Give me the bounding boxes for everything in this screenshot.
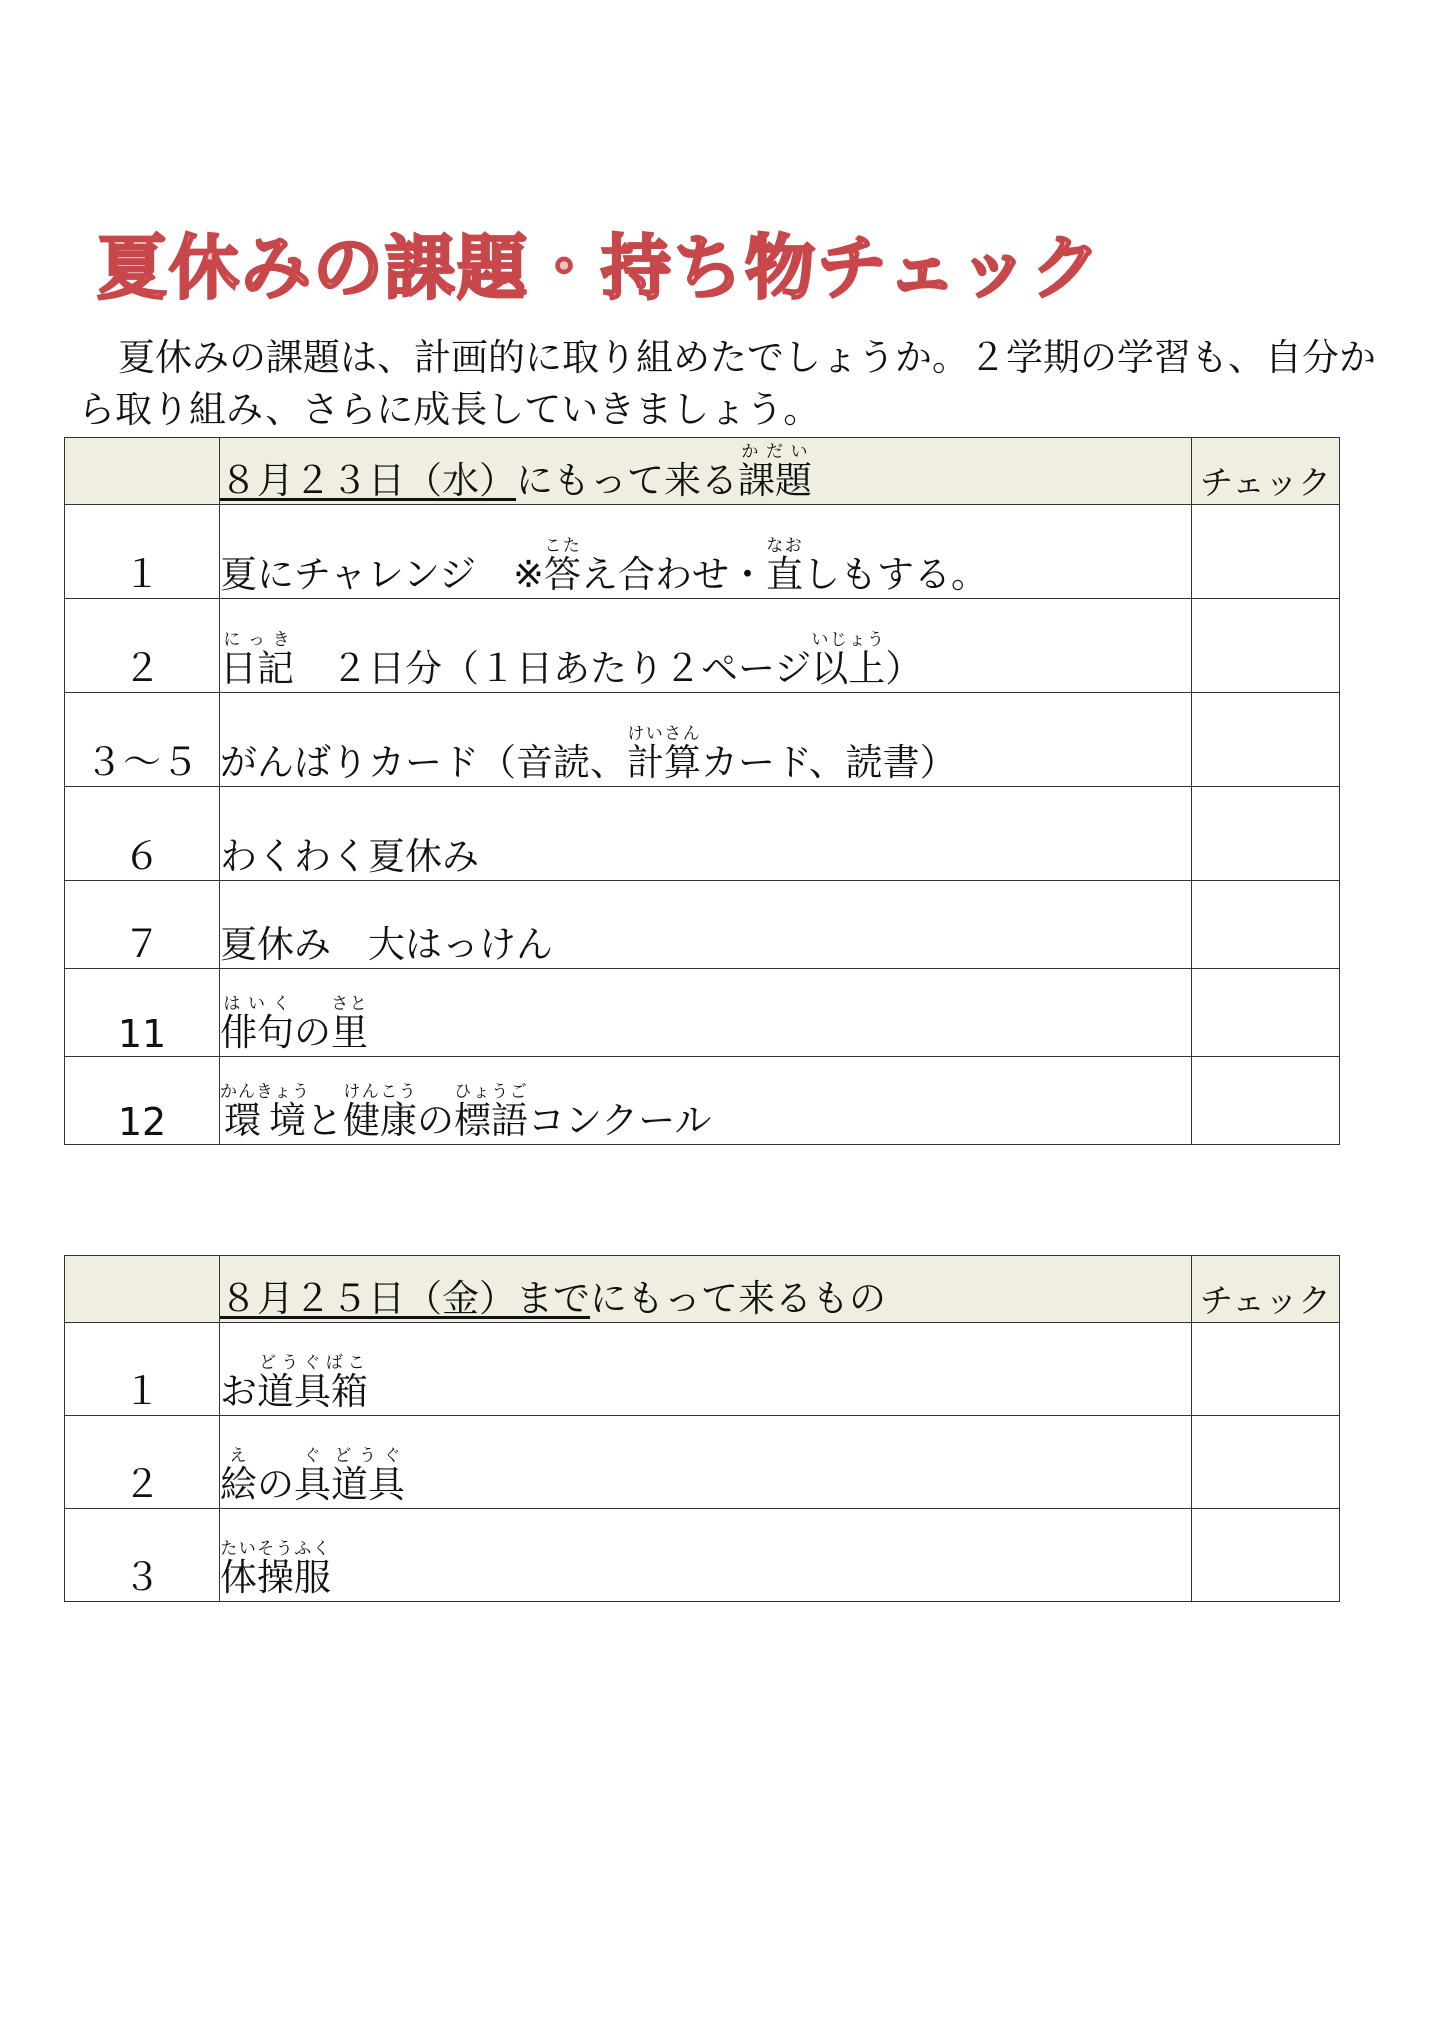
furigana-word: 体操服たいそうふく [220,1539,331,1599]
item-text: がんばりカード（音読、 [220,741,627,784]
furigana-word: 計算けいさん [627,724,701,784]
item-text: 夏にチャレンジ ※ [220,553,545,596]
item-text: え合わせ・ [581,553,767,596]
furigana-word: 具ぐ [294,1446,331,1506]
check-cell[interactable] [1192,1509,1340,1602]
furigana-word: 道具箱どうぐばこ [257,1353,368,1413]
table-row [65,693,1340,787]
check-cell[interactable] [1192,969,1340,1057]
item-text: カード、読書） [701,741,957,784]
header-rest-text: にもって来るもの [590,1277,886,1320]
item-description [220,969,1192,1057]
furigana-word: 健康けんこう [343,1082,417,1142]
header-number-cell [65,1256,220,1323]
item-text: の [417,1099,454,1142]
check-cell[interactable] [1192,1057,1340,1145]
item-text: お [220,1370,257,1413]
check-column-header: チェック [1192,1256,1340,1323]
item-text: の [257,1463,294,1506]
furigana-word: 以上いじょう [811,630,886,690]
furigana-word: 道具どうぐ [331,1446,405,1506]
row-number: ３～５ [65,693,220,787]
due-date: ８月２５日（金）まで [220,1277,590,1320]
check-cell[interactable] [1192,1323,1340,1416]
due-date: ８月２３日（水） [220,459,516,502]
header-rest-text: にもって来る [516,459,738,502]
row-number: １ [65,505,220,599]
item-text: コンクール [528,1099,712,1142]
item-text: しもする。 [803,553,989,596]
item-text: わくわく夏休み [220,835,479,878]
item-description [220,881,1192,969]
item-text: ） [885,647,923,690]
header-kadai: 課題かだい [738,442,812,502]
check-cell[interactable] [1192,1416,1340,1509]
row-number: ６ [65,787,220,881]
furigana-word: 答こた [544,536,582,596]
row-number: １ [65,1323,220,1416]
item-description [220,505,1192,599]
check-cell[interactable] [1192,881,1340,969]
item-description [220,1323,1192,1416]
table-row [65,599,1340,693]
table-row [65,1057,1340,1145]
header-title-cell [220,438,1192,505]
page-title: 夏休みの課題・持ち物チェック [97,227,1103,309]
check-cell[interactable] [1192,599,1340,693]
check-cell[interactable] [1192,505,1340,599]
belongings-table [64,1255,1340,1602]
item-description [220,1057,1192,1145]
item-text: の [294,1011,331,1054]
furigana-word: 絵え [220,1446,257,1506]
header-title-cell [220,1256,1192,1323]
table-header-row [65,1256,1340,1323]
furigana-word: 直なお [766,536,804,596]
row-number: ３ [65,1509,220,1602]
table-row [65,505,1340,599]
table-row [65,969,1340,1057]
assignments-table [64,437,1340,1145]
row-number: ２ [65,599,220,693]
table-row [65,1509,1340,1602]
item-description [220,1416,1192,1509]
row-number: ７ [65,881,220,969]
check-cell[interactable] [1192,787,1340,881]
item-description [220,1509,1192,1602]
furigana-word: 環境かんきょう [220,1082,310,1142]
item-text: と [306,1099,343,1142]
table-header-row [65,438,1340,505]
row-number: ２ [65,1416,220,1509]
item-description [220,787,1192,881]
item-description [220,693,1192,787]
row-number: 11 [65,969,220,1057]
item-text: ２日分（１日あたり２ページ [294,647,812,690]
furigana-word: 日記にっき [220,630,294,690]
row-number: 12 [65,1057,220,1145]
intro-text: 夏休みの課題は、計画的に取り組めたでしょうか。２学期の学習も、自分から取り組み、さらに成長していきましょう。 [78,336,1376,431]
item-text: 夏休み 大はっけん [220,923,553,966]
table-row [65,881,1340,969]
header-number-cell [65,438,220,505]
check-cell[interactable] [1192,693,1340,787]
furigana-word: 標語ひょうご [454,1082,528,1142]
item-description [220,599,1192,693]
table-row [65,787,1340,881]
table-row [65,1323,1340,1416]
furigana-word: 里さと [331,994,368,1054]
check-column-header: チェック [1192,438,1340,505]
table-row [65,1416,1340,1509]
furigana-word: 俳句はいく [220,994,294,1054]
